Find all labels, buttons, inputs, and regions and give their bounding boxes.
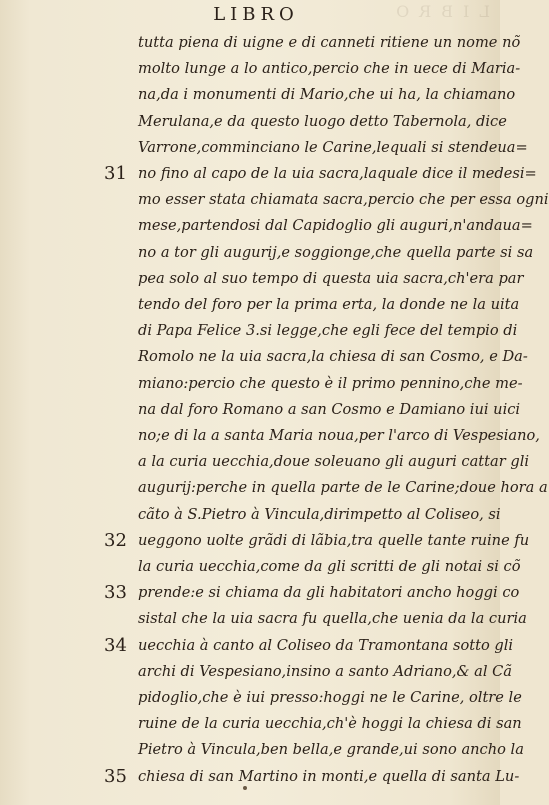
margin-number: 31	[104, 163, 127, 184]
text-line: di Papa Felice 3.si legge,che egli fece del tempio di	[138, 322, 518, 340]
text-line: no;e di la a santa Maria noua,per l'arco di Vespesiano,	[138, 427, 540, 444]
text-line: archi di Vespesiano,insino a santo Adriano,& al Cã	[138, 662, 513, 680]
text-line: sistal che la uia sacra fu quella,che uenia da la curia	[138, 610, 527, 628]
margin-number: 33	[104, 582, 127, 604]
text-line: la curia uecchia,come da gli scritti de gli notai si cõ	[138, 558, 521, 575]
text-line: cãto à S.Pietro à Vincula,dirimpetto al Coliseo, si	[138, 505, 501, 523]
text-line: Romolo ne la uia sacra,la chiesa di san Cosmo, e Da-	[138, 348, 528, 366]
margin-number: 32	[104, 529, 127, 551]
text-line: chiesa di san Martino in monti,e quella di santa Lu-	[138, 767, 520, 785]
text-line: mese,partendosi dal Capidoglio gli auguri,n'andaua=	[138, 217, 533, 235]
text-line: molto lunge a lo antico,percio che in uece di Maria-	[138, 60, 521, 78]
show-through-text: LIBRO	[386, 2, 490, 21]
text-line: a la curia uecchia,doue soleuano gli auguri cattar gli	[138, 453, 530, 471]
running-header: LIBRO	[213, 4, 299, 25]
text-line: ueggono uolte grãdi di lãbia,tra quelle tante ruine fu	[138, 531, 530, 549]
text-line: miano:percio che questo è il primo pennino,che me-	[138, 374, 523, 392]
text-line: no a tor gli augurij,e soggionge,che quella parte si sa	[138, 243, 534, 261]
margin-number: 35	[104, 765, 127, 787]
text-line: tutta piena di uigne e di canneti ritiene un nome nõ	[138, 34, 521, 51]
page-blemish	[243, 786, 247, 790]
text-line: no fino al capo de la uia sacra,laquale dice il medesi=	[138, 165, 537, 182]
text-line: prende:e si chiama da gli habitatori ancho hoggi co	[138, 584, 520, 602]
text-line: augurij:perche in quella parte de le Carine;doue hora a	[138, 479, 548, 497]
text-line: pidoglio,che è iui presso:hoggi ne le Carine, oltre le	[138, 689, 522, 706]
text-line: na,da i monumenti di Mario,che ui ha, la chiamano	[138, 86, 516, 104]
text-line: mo esser stata chiamata sacra,percio che per essa ogni	[138, 191, 549, 209]
text-line: na dal foro Romano a san Cosmo e Damiano iui uici	[138, 400, 521, 418]
text-line: Merulana,e da questo luogo detto Tabernola, dice	[138, 112, 507, 130]
text-line: Varrone,comminciano le Carine,lequali si stendeua=	[138, 138, 528, 156]
text-line: pea solo al suo tempo di questa uia sacra,ch'era par	[138, 269, 524, 287]
margin-number: 34	[104, 634, 127, 656]
text-line: tendo del foro per la prima erta, la donde ne la uita	[138, 296, 520, 313]
text-line: Pietro à Vincula,ben bella,e grande,ui sono ancho la	[138, 741, 524, 759]
text-line: uecchia à canto al Coliseo da Tramontana sotto gli	[138, 636, 514, 654]
text-line: ruine de la curia uecchia,ch'è hoggi la chiesa di san	[138, 715, 522, 733]
